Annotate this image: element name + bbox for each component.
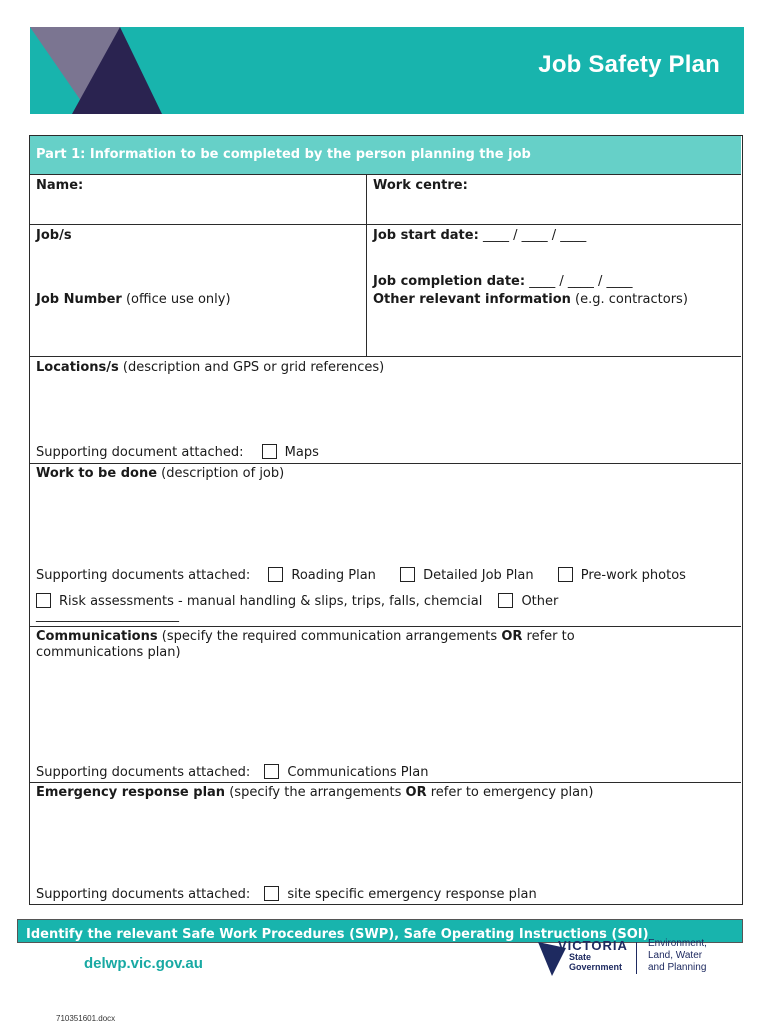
communications-label: Communications — [36, 629, 158, 644]
job-completion-blank: ____ / ____ / ____ — [529, 274, 633, 289]
row-divider — [30, 463, 741, 464]
other-blank[interactable]: ______________________ — [36, 608, 179, 623]
header-banner — [30, 27, 744, 114]
work-support-row — [36, 567, 686, 584]
communications-field[interactable] — [36, 629, 575, 645]
job-number-field[interactable] — [36, 292, 231, 308]
dept-line-3: and Planning — [648, 962, 707, 973]
job-number-label: Job Number — [36, 292, 122, 307]
detailed-job-plan-label: Detailed Job Plan — [423, 568, 534, 583]
emergency-plan-label: site specific emergency response plan — [287, 887, 537, 902]
detailed-job-plan-checkbox[interactable] — [400, 567, 415, 582]
jobs-field[interactable]: Job/s — [36, 228, 72, 243]
emergency-label: Emergency response plan — [36, 785, 226, 800]
document-id: 710351601.docx — [56, 1014, 116, 1023]
other-info-note: (e.g. contractors) — [575, 292, 688, 307]
name-field[interactable]: Name: — [36, 178, 84, 193]
emergency-plan-checkbox[interactable] — [264, 886, 279, 901]
logo-victoria-text: VICTORIA — [558, 938, 628, 953]
risk-assessments-checkbox[interactable] — [36, 593, 51, 608]
maps-checkbox[interactable] — [262, 444, 277, 459]
locations-label: Locations/s — [36, 360, 119, 375]
work-to-be-done-field[interactable] — [36, 466, 284, 482]
job-safety-form — [29, 135, 743, 905]
work-support-label: Supporting documents attached: — [36, 568, 251, 583]
victoria-government-logo — [538, 938, 728, 980]
logo-separator — [636, 942, 637, 974]
risk-assessments-label: Risk assessments - manual handling & slips, trips, falls, chemcial — [59, 594, 483, 609]
emergency-note: (specify the arrangements — [229, 785, 402, 800]
locations-field[interactable] — [36, 360, 384, 376]
part1-heading-text: Part 1: Information to be completed by the person planning the job — [36, 147, 531, 162]
page-title: Job Safety Plan — [538, 51, 720, 78]
prework-photos-label: Pre-work photos — [580, 568, 686, 583]
communications-note-b: refer to — [526, 629, 575, 644]
communications-plan-checkbox[interactable] — [264, 764, 279, 779]
job-start-label: Job start date: — [373, 228, 479, 243]
website-link[interactable]: delwp.vic.gov.au — [84, 955, 203, 972]
job-completion-date[interactable] — [373, 274, 633, 290]
communications-plan-label: Communications Plan — [287, 765, 429, 780]
locations-note: (description and GPS or grid references) — [122, 360, 385, 375]
column-divider — [366, 174, 367, 357]
communications-support-row — [36, 764, 428, 781]
emergency-support-row — [36, 886, 537, 903]
emergency-note-b: refer to emergency plan) — [430, 785, 594, 800]
logo-state: State — [569, 952, 592, 962]
emergency-support-label: Supporting documents attached: — [36, 887, 251, 902]
dept-line-2: Land, Water — [648, 950, 703, 961]
emergency-or: OR — [405, 785, 427, 800]
roading-plan-label: Roading Plan — [291, 568, 376, 583]
other-checkbox[interactable] — [498, 593, 513, 608]
part1-heading — [30, 136, 741, 175]
job-start-blank: ____ / ____ / ____ — [482, 228, 587, 243]
department-name — [648, 938, 707, 974]
row-divider — [30, 782, 741, 783]
other-info-field[interactable] — [373, 292, 688, 308]
row-divider — [30, 224, 741, 225]
emergency-response-field[interactable] — [36, 785, 593, 801]
row-divider — [30, 626, 741, 627]
dept-line-1: Environment, — [648, 938, 707, 949]
logo-state-government — [569, 952, 622, 972]
work-centre-field[interactable]: Work centre: — [373, 178, 468, 193]
prework-photos-checkbox[interactable] — [558, 567, 573, 582]
locations-support-label: Supporting document attached: — [36, 445, 244, 460]
roading-plan-checkbox[interactable] — [268, 567, 283, 582]
communications-support-label: Supporting documents attached: — [36, 765, 251, 780]
maps-label: Maps — [284, 445, 319, 460]
work-label: Work to be done — [36, 466, 158, 481]
job-completion-label: Job completion date: — [373, 274, 526, 289]
communications-note-c: communications plan) — [36, 645, 181, 660]
other-info-label: Other relevant information — [373, 292, 571, 307]
job-start-date[interactable] — [373, 228, 586, 244]
row-divider — [30, 356, 741, 357]
locations-support-row — [36, 444, 319, 461]
job-number-note: (office use only) — [125, 292, 231, 307]
swp-soi-heading-text: Identify the relevant Safe Work Procedures (SWP), Safe Operating Instructions (SOI) — [26, 927, 649, 942]
other-label: Other — [521, 594, 559, 609]
communications-note: (specify the required communication arrangements — [161, 629, 498, 644]
logo-government: Government — [569, 962, 623, 972]
communications-or: OR — [501, 629, 523, 644]
work-note: (description of job) — [161, 466, 285, 481]
